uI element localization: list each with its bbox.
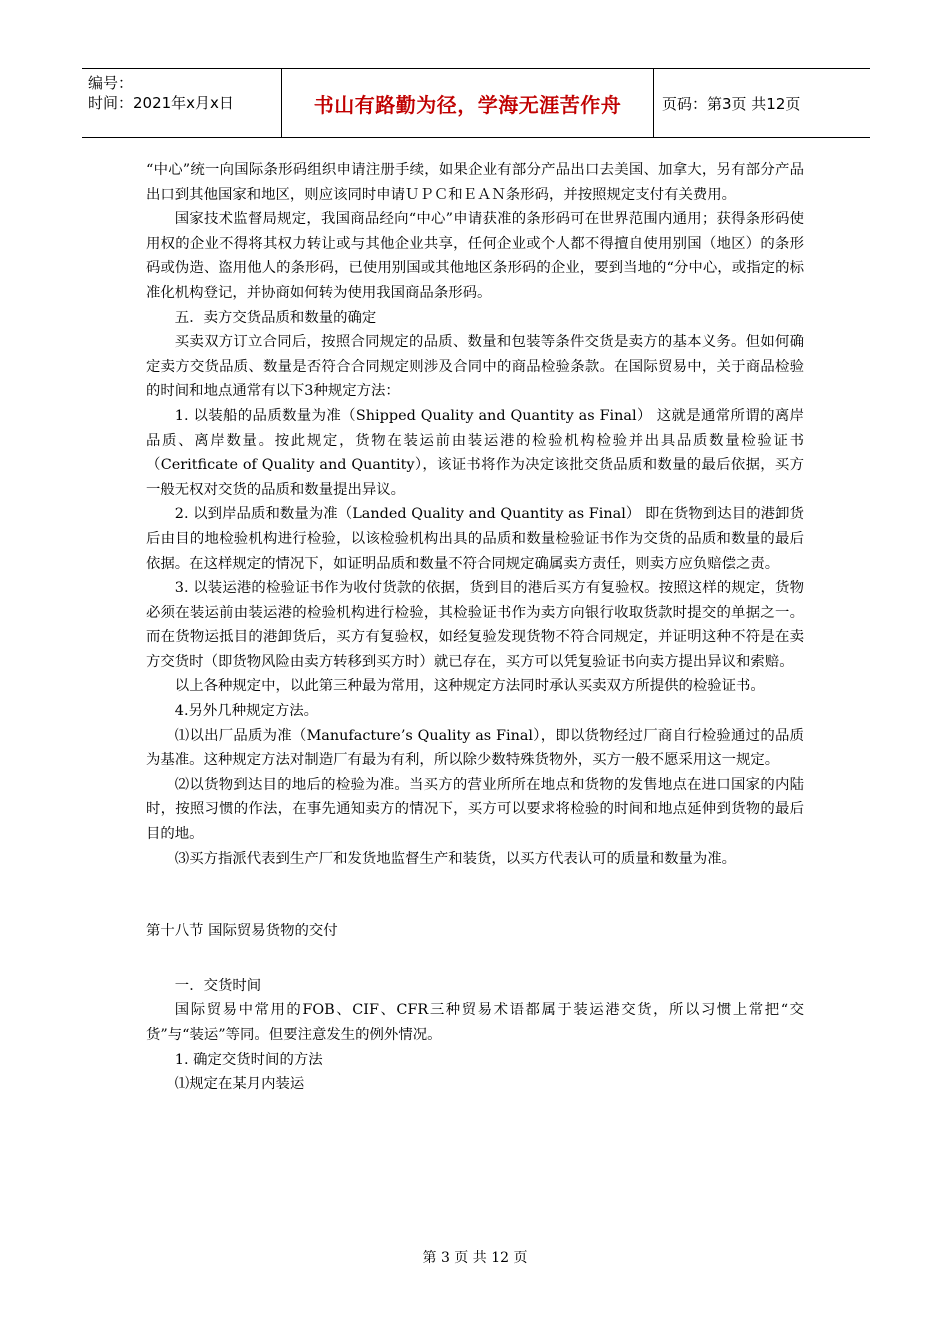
document-number: 编号：: [88, 74, 134, 92]
header-motto-cell: [282, 69, 654, 137]
paragraph: 国际贸易中常用的FOB、CIF、CFR三种贸易术语都属于装运港交货，所以习惯上常把“交货”与“装运”等同。但要注意发生的例外情况。: [146, 1002, 804, 1043]
section-title: 第十八节 国际贸易货物的交付: [146, 923, 338, 940]
header-meta: [82, 69, 282, 137]
paragraph: 以上各种规定中，以此第三种最为常用，这种规定方法同时承认买卖双方所提供的检验证书。: [174, 678, 765, 695]
paragraph: ⑵以货物到达目的地后的检验为准。当买方的营业所所在地点和货物的发售地点在进口国家的内陆时，按照习惯的作法，在事先通知卖方的情况下，买方可以要求将检验的时间和地点延伸到货物的最后目的地。: [146, 776, 804, 843]
paragraph: “中心”统一向国际条形码组织申请注册手续，如果企业有部分产品出口去美国、加拿大，另有部分产品出口到其他国家和地区，则应该同时申请ＵＰＣ和ＥＡＮ条形码，并按照规定支付有关费用。: [146, 162, 804, 203]
subheading: ⑴规定在某月内装运: [174, 1076, 305, 1093]
paragraph: 2. 以到岸品质和数量为准（Landed Quality and Quantity as Final） 即在货物到达目的港卸货后由目的地检验机构进行检验，以该检验机构出具的品质和数量检验证书作为交货的品质和数量的最后依据。在这样规定的情况下，如证明品质和数量不符合同规定确属卖方责任，则卖方应负赔偿之责。: [146, 506, 804, 572]
paragraph: 4.另外几种规定方法。: [174, 703, 319, 720]
subheading: 一．交货时间: [174, 977, 262, 994]
subheading: 1. 确定交货时间的方法: [174, 1051, 323, 1068]
page-header: [82, 68, 870, 138]
paragraph: 国家技术监督局规定，我国商品经向“中心”申请获准的条形码可在世界范围内通用；获得条形码使用权的企业不得将其权力转让或与其他企业共享，任何企业或个人都不得擅自使用别国（地区）的条形码或伪造、盗用他人的条形码，已使用别国或其他地区条形码的企业，要到当地的“分中心，或指定的标准化机构登记，并协商如何转为使用我国商品条形码。: [146, 211, 804, 301]
paragraph: 3. 以装运港的检验证书作为收付货款的依据，货到目的港后买方有复验权。按照这样的规定，货物必须在装运前由装运港的检验机构进行检验，其检验证书作为卖方向银行收取货款时提交的单据之一。而在货物运抵目的港卸货后，买方有复验权，如经复验发现货物不符合同规定，并证明这种不符是在卖方交货时（即货物风险由卖方转移到买方时）就已存在，买方可以凭复验证书向卖方提出异议和索赔。: [146, 580, 804, 670]
document-body: [146, 158, 804, 1097]
header-motto: 书山有路勤为径，学海无涯苦作舟: [313, 92, 622, 117]
paragraph: ⑶买方指派代表到生产厂和发货地监督生产和装货，以买方代表认可的质量和数量为准。: [174, 850, 737, 867]
document-date: 时间：2021年x月x日: [88, 94, 234, 112]
subheading: 五．卖方交货品质和数量的确定: [174, 309, 377, 326]
paragraph: 买卖双方订立合同后，按照合同规定的品质、数量和包装等条件交货是卖方的基本义务。但如何确定卖方交货品质、数量是否符合合同规定则涉及合同中的商品检验条款。在国际贸易中，关于商品检验的时间和地点通常有以下3种规定方法：: [146, 334, 804, 400]
page-footer: 第 3 页 共 12 页: [422, 1250, 528, 1266]
header-page-number: 页码：第3页 共12页: [662, 94, 801, 113]
paragraph: ⑴以出厂品质为准（Manufacture’s Quality as Final），即以货物经过厂商自行检验通过的品质为基准。这种规定方法对制造厂有最为有利，所以除少数特殊货物外，买方一般不愿采用这一规定。: [146, 727, 804, 769]
header-page-cell: [654, 69, 870, 137]
paragraph: 1. 以装船的品质数量为准（Shipped Quality and Quantity as Final） 这就是通常所谓的离岸品质、离岸数量。按此规定，货物在装运前由装运港的检验机构检验并出具品质数量检验证书（Ceritficate of Quality and Quantity），该证书将作为决定该批交货品质和数量的最后依据，买方一般无权对交货的品质和数量提出异议。: [146, 407, 804, 498]
